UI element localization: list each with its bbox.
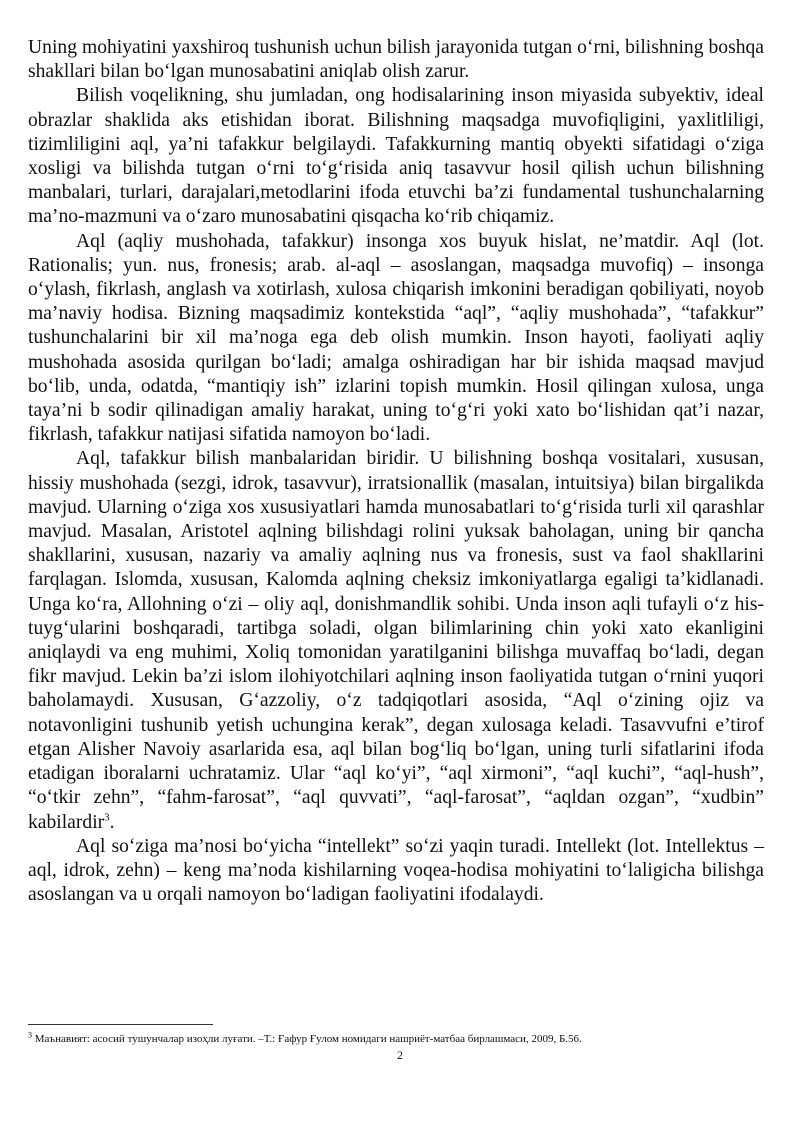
paragraph-2: Bilish voqelikning, shu jumladan, ong hodisalarining inson miyasida subyektiv, ideal obrazlar shaklida aks etishidan iborat. Bilishning maqsadga muvofiqligini, yaxlitliligi, tizimliligini aql, ya’ni tafakkur belgilaydi. Tafakkurning mantiq obyekti sifatidagi o‘ziga xosligi va bilishda tutgan o‘rni to‘g‘risida aniq tasavvur hosil qilish uchun bilishning manbalari, turlari, darajalari,metodlarini ifoda etuvchi ba’zi fundamental tushunchalarning ma’no-mazmuni va o‘zaro munosabatini qisqacha ko‘rib chiqamiz. (28, 85, 764, 228)
footnote-separator (28, 1024, 213, 1025)
paragraph-1: Uning mohiyatini yaxshiroq tushunish uchun bilish jarayonida tutgan o‘rni, bilishning boshqa shakllari bilan bo‘lgan munosabatini aniqlab olish zarur. (28, 37, 764, 83)
paragraph-4-text: Aql, tafakkur bilish manbalaridan biridir. U bilishning boshqa vositalari, xususan, hissiy mushohada (sezgi, idrok, tasavvur), irratsionallik (masalan, intuitsiya) bilan birgalikda mavjud. Ularning o‘ziga xos xususiyatlari hamda munosabatlari to‘g‘risida turli xil qarashlar mavjud. Masalan, Aristotel aqlning bilishdagi rolini yuksak baholagan, uning bir qancha shakllarini, xususan, nazariy va amaliy aqlning nus va fronesis, sust va faol shakllarini farqlagan. Islomda, xususan, Kalomda aqlning cheksiz imkoniyatlarga egaligi ta’kidlanadi. Unga ko‘ra, Allohning o‘zi – oliy aql, donishmandlik sohibi. Unda inson aqli tufayli o‘z his-tuyg‘ularini boshqaradi, tartibga soladi, olgan bilimlarining chin yoki xato ekanligini aniqlaydi va eng muhimi, Xoliq tomonidan yaratilganini bilishga muvaffaq bo‘ladi, degan fikr mavjud. Lekin ba’zi islom ilohiyotchilari aqlning inson faoliyatida tutgan o‘rnini yuqori baholamaydi. Xususan, G‘azzoliy, o‘z tadqiqotlari asosida, “Aql o‘zining ojiz va notavonligini tushunib yetish uchungina kerak”, degan xulosaga keladi. Tasavvufni e’tirof etgan Alisher Navoiy asarlarida esa, aql bilan bog‘liq bo‘lgan, uning turli sifatlarini ifoda etadigan iboralarni uchratamiz. Ular “aql ko‘yi”, “aql xirmoni”, “aql kuchi”, “aql-hush”, “o‘tkir zehn”, “fahm-farosat”, “aql quvvati”, “aql-farosat”, “aqldan ozgan”, “xudbin” kabilardir (28, 448, 764, 833)
paragraph-4-end: . (109, 811, 115, 833)
paragraph-4 (28, 447, 764, 834)
footnote-text: Маънавият: асосий тушунчалар изоҳли луғати. –Т.: Ғафур Ғулом номидаги нашриёт-матбаа бирлашмаси, 2009, Б.56. (32, 1033, 582, 1045)
footnote-reference: 3 (104, 810, 110, 823)
main-text (28, 36, 764, 907)
paragraph-5: Aql so‘ziga ma’nosi bo‘yicha “intellekt” so‘zi yaqin turadi. Intellekt (lot. Intellektus – aql, idrok, zehn) – keng ma’noda kishilarning voqea-hodisa mohiyatini to‘laligicha bilishga asoslangan va u orqali namoyon bo‘ladigan faoliyatini ifodalaydi. (28, 835, 764, 906)
paragraph-3: Aql (aqliy mushohada, tafakkur) insonga xos buyuk hislat, ne’matdir. Aql (lot. Rationalis; yun. nus, fronesis; arab. al-aql – asoslangan, maqsadga muvofiq) – insonga o‘ylash, fikrlash, anglash va xotirlash, xulosa chiqarish imkonini beradigan qobiliyati, noyob ma’naviy hodisa. Bizning maqsadimiz kontekstida “aql”, “aqliy mushohada”, “tafakkur” tushunchalarini bir xil ma’noga ega deb olish mumkin. Inson hayoti, faoliyati aqliy mushohada asosida qurilgan bo‘ladi; amalga oshiradigan har bir ishida maqsad mavjud bo‘lib, unda, odatda, “mantiqiy ish” izlarini topish mumkin. Hosil qilingan xulosa, unga taya’ni b sodir qilinadigan amaliy harakat, uning to‘g‘ri yoki xato bo‘lishidan qat’i nazar, fikrlash, tafakkur natijasi sifatida namoyon bo‘ladi. (28, 230, 764, 446)
footnote-marker: 3 (28, 1030, 32, 1040)
footnote (28, 1032, 768, 1046)
page-number: 2 (397, 1048, 403, 1062)
